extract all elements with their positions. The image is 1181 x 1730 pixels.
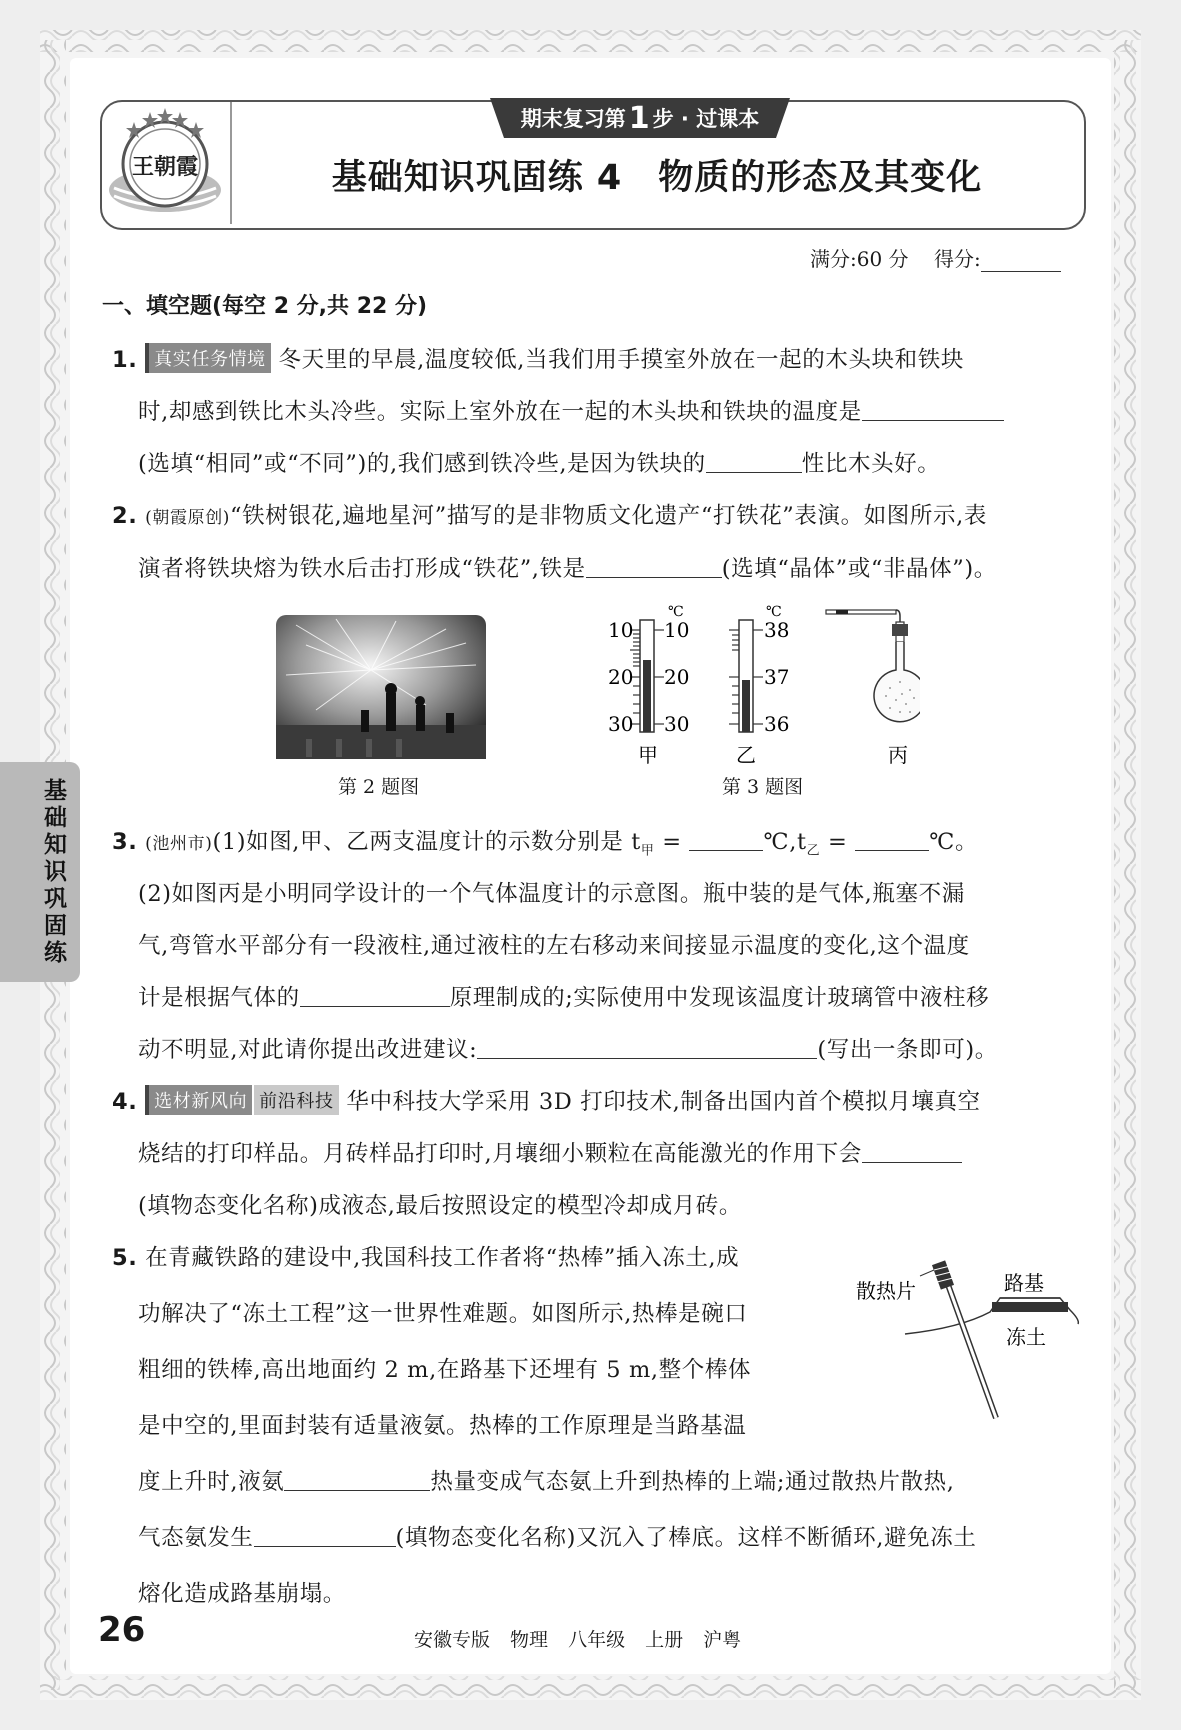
jia-label: 甲: [638, 743, 658, 767]
q1-text-1: 冬天里的早晨,温度较低,当我们用手摸室外放在一起的木头块和铁块: [278, 347, 964, 373]
side-tab-label: 基础知识巩固练: [44, 778, 67, 966]
q3-line2: (2)如图丙是小明同学设计的一个气体温度计的示意图。瓶中装的是气体,瓶塞不漏: [138, 881, 965, 907]
q2-line1: [112, 498, 987, 530]
q5-line4: 是中空的,里面封装有适量液氨。热棒的工作原理是当路基温: [138, 1413, 747, 1439]
q5-text-1: 在青藏铁路的建设中,我国科技工作者将“热棒”插入冻土,成: [145, 1245, 740, 1271]
q3-line1: [112, 824, 978, 859]
thermometer-jia: [630, 620, 664, 732]
q4-blank[interactable]: [862, 1142, 962, 1163]
q1-blank-2[interactable]: [706, 452, 802, 473]
heat-pipe: [932, 1260, 996, 1418]
yi-tick-1: 38: [764, 618, 790, 642]
q2-number: 2.: [112, 503, 138, 529]
jia-tick-left-2: 20: [608, 665, 634, 689]
full-score: 满分:60 分: [810, 247, 909, 271]
q2-line2: [138, 551, 997, 583]
page-title: 基础知识巩固练 4 物质的形态及其变化: [331, 158, 983, 198]
q4-text-1: 华中科技大学采用 3D 打印技术,制备出国内首个模拟月壤真空: [346, 1089, 981, 1115]
q3-eq-1: =: [654, 829, 690, 855]
q3-text-1b: ℃,t: [763, 829, 807, 855]
q4-tag-1: 选材新风向: [145, 1085, 252, 1115]
q4-text-2: 烧结的打印样品。月砖样品打印时,月壤细小颗粒在高能激光的作用下会: [138, 1141, 862, 1167]
q5-text-5b: 热量变成气态氨上升到热棒的上端;通过散热片散热,: [430, 1469, 955, 1495]
stage-label: [490, 98, 790, 138]
score-blank[interactable]: [981, 253, 1061, 272]
q3-text-1a: (1)如图,甲、乙两支温度计的示数分别是 t: [212, 829, 641, 855]
label-roadbed: 路基: [1004, 1271, 1044, 1295]
stage-number: 1: [628, 100, 650, 136]
q3-text-4b: 原理制成的;实际使用中发现该温度计玻璃管中液柱移: [449, 985, 990, 1011]
q1-line3: [138, 446, 940, 478]
q1-text-3b: 性比木头好。: [801, 451, 941, 477]
score-label: 得分:: [933, 247, 981, 271]
q1-text-3a: (选填“相同”或“不同”)的,我们感到铁冷些,是因为铁块的: [138, 451, 706, 477]
q3-text-5a: 动不明显,对此请你提出改进建议:: [138, 1037, 478, 1063]
yi-unit: ℃: [766, 604, 782, 620]
jia-tick-right-2: 20: [664, 665, 690, 689]
yi-tick-2: 37: [764, 665, 790, 689]
yi-tick-3: 36: [764, 712, 790, 736]
q5-line2: 功解决了“冻土工程”这一世界性难题。如图所示,热棒是碗口: [138, 1301, 748, 1327]
fig3-thermometers: [600, 600, 920, 772]
jia-tick-right-1: 10: [664, 618, 690, 642]
q3-text-1c: ℃。: [929, 829, 979, 855]
q1-text-2: 时,却感到铁比木头冷些。实际上室外放在一起的木头块和铁块的温度是: [138, 399, 862, 425]
gas-thermometer-bing: [826, 610, 920, 722]
fig2-caption: 第 2 题图: [338, 776, 420, 798]
footer-info: 安徽专版 物理 八年级 上册 沪粤: [414, 1629, 742, 1651]
q4-tag-2: 前沿科技: [254, 1085, 338, 1115]
jia-unit: ℃: [668, 604, 684, 620]
heat-pipe-figure: [850, 1258, 1090, 1428]
q5-blank-1[interactable]: [284, 1470, 430, 1491]
q3-sub-jia: 甲: [640, 843, 655, 859]
q5-line3: 粗细的铁棒,高出地面约 2 m,在路基下还埋有 5 m,整个棒体: [138, 1357, 752, 1383]
q3-line3: 气,弯管水平部分有一段液柱,通过液柱的左右移动来间接显示温度的变化,这个温度: [138, 933, 970, 959]
section-title: 一、填空题(每空 2 分,共 22 分): [102, 294, 428, 319]
q1-line2: [138, 394, 1004, 426]
q3-blank-yi[interactable]: [855, 830, 929, 851]
q3-blank-suggestion[interactable]: [477, 1038, 817, 1059]
q5-line6: [138, 1520, 976, 1552]
q4-number: 4.: [112, 1089, 138, 1115]
q4-line1: [112, 1084, 981, 1116]
page-number: 26: [98, 1610, 146, 1650]
label-fins: 散热片: [856, 1279, 916, 1303]
q3-number: 3.: [112, 829, 138, 855]
q3-text-4a: 计是根据气体的: [138, 985, 300, 1011]
q3-source: (池州市): [145, 834, 213, 854]
score-line: [810, 243, 1061, 272]
q1-number: 1.: [112, 347, 138, 373]
q5-text-5a: 度上升时,液氨: [138, 1469, 285, 1495]
label-permafrost: 冻土: [1006, 1325, 1046, 1349]
q2-text-1: “铁树银花,遍地星河”描写的是非物质文化遗产“打铁花”表演。如图所示,表: [230, 503, 987, 529]
iron-flower-photo: [276, 615, 486, 759]
q3-line5: [138, 1032, 998, 1064]
logo: [104, 104, 226, 222]
q3-line4: [138, 980, 989, 1012]
q2-text-2b: (选填“晶体”或“非晶体”)。: [721, 556, 997, 582]
q1-tag: 真实任务情境: [145, 343, 271, 373]
q2-blank[interactable]: [586, 557, 722, 578]
thermometer-yi: [729, 620, 763, 732]
q4-line2: [138, 1136, 962, 1168]
q4-line3: (填物态变化名称)成液态,最后按照设定的模型冷却成月砖。: [138, 1193, 743, 1219]
jia-tick-left-1: 10: [608, 618, 634, 642]
q5-line1: [112, 1240, 739, 1272]
logo-text: 王朝霞: [131, 154, 199, 180]
stage-pre: 期末复习第: [520, 107, 626, 131]
q5-blank-2[interactable]: [254, 1526, 396, 1547]
bing-label: 丙: [888, 743, 908, 767]
q2-source: (朝霞原创): [145, 508, 231, 528]
q1-blank-1[interactable]: [862, 400, 1004, 421]
q3-blank-principle[interactable]: [300, 986, 450, 1007]
q5-text-6b: (填物态变化名称)又沉入了棒底。这样不断循环,避免冻土: [395, 1525, 977, 1551]
q3-text-5b: (写出一条即可)。: [817, 1037, 998, 1063]
q5-text-6a: 气态氨发生: [138, 1525, 254, 1551]
q3-eq-2: =: [820, 829, 856, 855]
fig3-caption: 第 3 题图: [722, 776, 804, 798]
yi-label: 乙: [736, 743, 756, 767]
q3-blank-jia[interactable]: [689, 830, 763, 851]
q5-number: 5.: [112, 1245, 138, 1271]
q5-line5: [138, 1464, 955, 1496]
q1-line1: [112, 342, 964, 374]
jia-tick-right-3: 30: [664, 712, 690, 736]
q5-line7: 熔化造成路基崩塌。: [138, 1581, 346, 1607]
jia-tick-left-3: 30: [608, 712, 634, 736]
q2-text-2a: 演者将铁块熔为铁水后击打形成“铁花”,铁是: [138, 556, 586, 582]
stage-post: 步 · 过课本: [652, 107, 760, 131]
q3-sub-yi: 乙: [806, 843, 821, 859]
